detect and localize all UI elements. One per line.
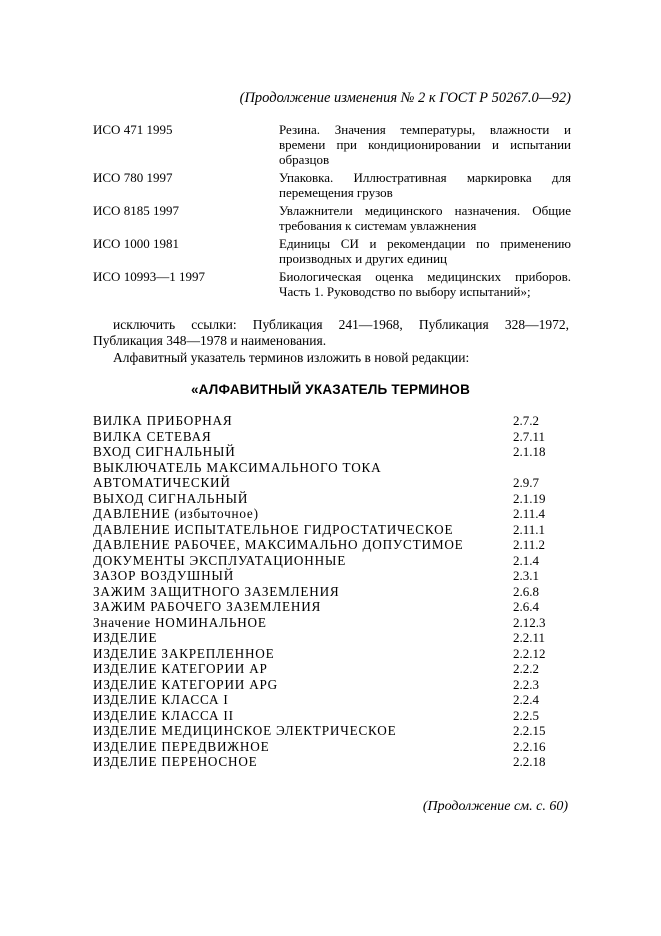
standards-table	[93, 122, 571, 302]
index-row	[93, 413, 573, 429]
standard-description: Резина. Значения температуры, влажности и времени при кондиционировании и испытании образцов	[279, 122, 571, 167]
index-title: «АЛФАВИТНЫЙ УКАЗАТЕЛЬ ТЕРМИНОВ	[190, 382, 471, 397]
index-row	[93, 692, 573, 708]
index-number: 2.11.1	[513, 521, 546, 537]
standard-row	[93, 122, 571, 167]
standard-row	[93, 236, 571, 266]
standard-code: ИСО 1000 1981	[93, 236, 179, 251]
index-row	[93, 506, 573, 522]
index-term: ИЗДЕЛИЕ КЛАССА I	[93, 692, 229, 707]
index-term: ЗАЖИМ ЗАЩИТНОГО ЗАЗЕМЛЕНИЯ	[93, 583, 340, 599]
index-number	[513, 460, 573, 476]
index-number: 2.12.3	[513, 614, 546, 630]
standard-code: ИСО 780 1997	[93, 170, 173, 185]
standard-description: Упаковка. Иллюстративная маркировка для перемещения грузов	[279, 170, 571, 200]
index-term: ИЗДЕЛИЕ	[93, 630, 158, 645]
index-term: ДОКУМЕНТЫ ЭКСПЛУАТАЦИОННЫЕ	[93, 552, 347, 568]
exclusion-paragraph: исключить ссылки: Публикация 241—1968, Публикация 328—1972, Публикация 348—1978 и наименования.	[93, 317, 569, 348]
standard-code: ИСО 471 1995	[93, 122, 173, 137]
index-term: ЗАЖИМ РАБОЧЕГО ЗАЗЕМЛЕНИЯ	[93, 599, 322, 614]
index-row	[93, 599, 573, 615]
index-number: 2.1.4	[513, 552, 539, 568]
index-number: 2.2.15	[513, 723, 546, 738]
index-row	[93, 475, 573, 491]
index-term: ИЗДЕЛИЕ МЕДИЦИНСКОЕ ЭЛЕКТРИЧЕСКОЕ	[93, 723, 397, 738]
index-row	[93, 522, 573, 538]
index-row	[93, 553, 573, 569]
index-term: ЗАЗОР ВОЗДУШНЫЙ	[93, 568, 235, 583]
index-number: 2.1.19	[513, 490, 546, 506]
index-number: 2.3.1	[513, 568, 539, 583]
index-term: ИЗДЕЛИЕ КЛАССА II	[93, 707, 234, 723]
index-row	[93, 568, 573, 584]
index-row	[93, 537, 573, 553]
index-row	[93, 630, 573, 646]
standard-description: Увлажнители медицинского назначения. Общие требования к системам увлажнения	[279, 203, 571, 233]
index-intro-paragraph: Алфавитный указатель терминов изложить в новой редакции:	[113, 350, 470, 365]
standard-description: Единицы СИ и рекомендации по применению производных и других единиц	[279, 236, 571, 266]
index-number: 2.6.8	[513, 583, 539, 599]
index-number: 2.2.16	[513, 738, 546, 754]
index-term: Значение НОМИНАЛЬНОЕ	[93, 614, 267, 630]
index-row	[93, 584, 573, 600]
page-header: (Продолжение изменения № 2 к ГОСТ Р 50267.0—92)	[239, 90, 571, 106]
term-index	[93, 413, 573, 770]
index-number: 2.2.2	[513, 661, 539, 676]
index-term: ИЗДЕЛИЕ ПЕРЕДВИЖНОЕ	[93, 738, 270, 754]
index-number: 2.2.4	[513, 692, 539, 707]
index-row	[93, 615, 573, 631]
index-row	[93, 491, 573, 507]
index-number: 2.11.2	[513, 537, 546, 552]
index-number: 2.7.2	[513, 413, 539, 428]
index-row	[93, 754, 573, 770]
standard-code: ИСО 10993—1 1997	[93, 269, 205, 284]
index-row	[93, 661, 573, 677]
index-row	[93, 677, 573, 693]
index-row	[93, 646, 573, 662]
index-term: ВЫКЛЮЧАТЕЛЬ МАКСИМАЛЬНОГО ТОКА	[93, 459, 382, 475]
index-term: ВИЛКА СЕТЕВАЯ	[93, 428, 212, 444]
index-number: 2.2.3	[513, 676, 539, 692]
index-number: 2.11.4	[513, 506, 546, 521]
index-term: ВЫХОД СИГНАЛЬНЫЙ	[93, 490, 249, 506]
standard-row	[93, 269, 571, 299]
index-row	[93, 739, 573, 755]
index-term: ИЗДЕЛИЕ КАТЕГОРИИ APG	[93, 676, 278, 692]
index-number: 2.2.12	[513, 645, 546, 661]
standard-row	[93, 170, 571, 200]
index-term: ДАВЛЕНИЕ (избыточное)	[93, 506, 259, 521]
index-number: 2.9.7	[513, 475, 539, 490]
index-term: ВХОД СИГНАЛЬНЫЙ	[93, 444, 236, 459]
index-term: ИЗДЕЛИЕ ПЕРЕНОСНОЕ	[93, 754, 258, 769]
index-term: ДАВЛЕНИЕ РАБОЧЕЕ, МАКСИМАЛЬНО ДОПУСТИМОЕ	[93, 537, 464, 552]
index-row	[93, 444, 573, 460]
page-footer: (Продолжение см. с. 60)	[422, 799, 568, 814]
index-row	[93, 460, 573, 476]
index-term: ДАВЛЕНИЕ ИСПЫТАТЕЛЬНОЕ ГИДРОСТАТИЧЕСКОЕ	[93, 521, 454, 537]
standard-code: ИСО 8185 1997	[93, 203, 179, 218]
index-number: 2.2.11	[513, 630, 546, 645]
index-term: ВИЛКА ПРИБОРНАЯ	[93, 413, 233, 428]
index-number: 2.2.18	[513, 754, 546, 769]
index-number: 2.6.4	[513, 599, 539, 614]
index-term: ИЗДЕЛИЕ ЗАКРЕПЛЕННОЕ	[93, 645, 275, 661]
index-number: 2.1.18	[513, 444, 546, 459]
index-row	[93, 723, 573, 739]
index-row	[93, 708, 573, 724]
index-number: 2.2.5	[513, 707, 539, 723]
index-term: ИЗДЕЛИЕ КАТЕГОРИИ АР	[93, 661, 268, 676]
index-row	[93, 429, 573, 445]
index-number: 2.7.11	[513, 428, 546, 444]
index-term: АВТОМАТИЧЕСКИЙ	[93, 475, 231, 490]
standard-description: Биологическая оценка медицинских приборов. Часть 1. Руководство по выбору испытаний»;	[279, 269, 571, 299]
standard-row	[93, 203, 571, 233]
